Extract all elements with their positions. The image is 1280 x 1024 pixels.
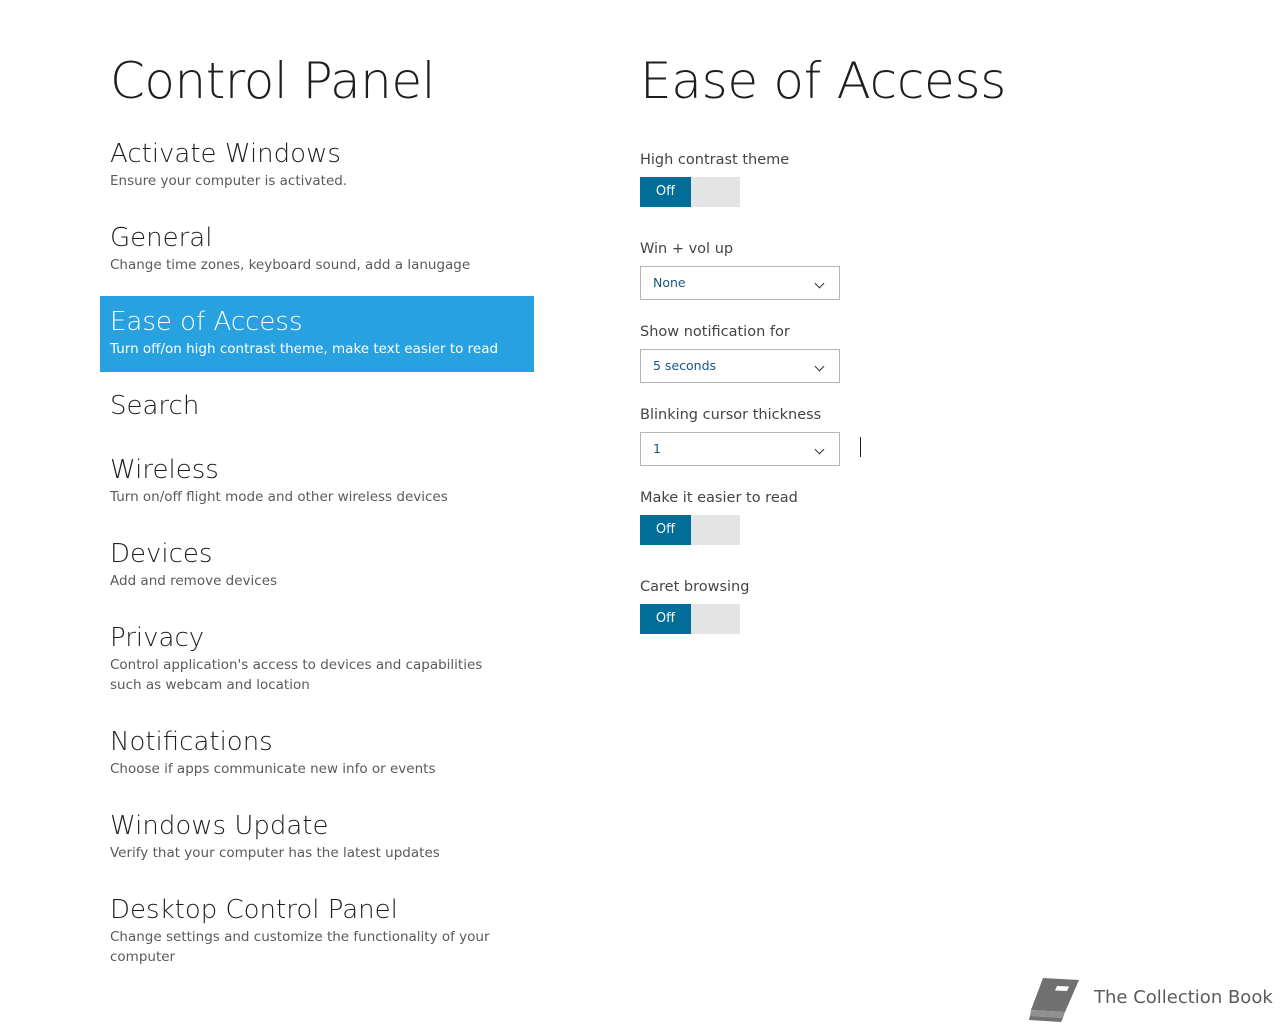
- dropdown-value: None: [653, 275, 686, 290]
- win-vol-up-setting: [640, 239, 840, 300]
- setting-label: Win + vol up: [640, 241, 734, 257]
- toggle-state: Off: [640, 604, 691, 634]
- nav-item-label: General: [110, 223, 213, 253]
- nav-item-label: Activate Windows: [110, 139, 341, 169]
- cursor-thickness-setting: [640, 405, 840, 466]
- caret-browsing-setting: [640, 577, 749, 634]
- nav-item-notifications[interactable]: [100, 726, 534, 779]
- toggle-state: Off: [640, 177, 691, 207]
- chevron-down-icon: [815, 362, 825, 372]
- nav-item-description: Add and remove devices: [110, 573, 278, 589]
- nav-item-description: Choose if apps communicate new info or events: [110, 761, 436, 777]
- nav-item-general[interactable]: [100, 222, 534, 275]
- nav-item-windows-update[interactable]: [100, 810, 534, 863]
- nav-item-description: Control application's access to devices and capabilities such as webcam and location: [110, 657, 483, 693]
- nav-item-description: Change settings and customize the functionality of your computer: [110, 929, 490, 965]
- nav-item-description: Turn on/off flight mode and other wireless devices: [110, 489, 448, 505]
- book-icon: [1027, 974, 1083, 1024]
- dropdown-value: 5 seconds: [653, 358, 717, 373]
- watermark: [1027, 974, 1280, 1024]
- nav-item-label: Wireless: [110, 455, 219, 485]
- setting-label: High contrast theme: [640, 152, 790, 168]
- notification-duration-dropdown[interactable]: [640, 349, 840, 383]
- toggle-state: Off: [640, 515, 691, 545]
- nav-item-search[interactable]: [100, 390, 534, 422]
- notification-duration-setting: [640, 322, 840, 383]
- nav-item-label: Windows Update: [110, 811, 329, 841]
- watermark-text: The Collection Book: [1094, 987, 1273, 1008]
- nav-item-ease-of-access[interactable]: [100, 296, 534, 372]
- setting-label: Make it easier to read: [640, 490, 798, 506]
- nav-item-label: Search: [110, 391, 200, 421]
- easier-to-read-toggle[interactable]: [640, 515, 740, 545]
- nav-item-desktop-control-panel[interactable]: [100, 894, 534, 967]
- win-vol-up-dropdown[interactable]: [640, 266, 840, 300]
- nav-item-description: Change time zones, keyboard sound, add a lanugage: [110, 257, 471, 273]
- setting-label: Show notification for: [640, 324, 790, 340]
- setting-label: Caret browsing: [640, 579, 750, 595]
- cursor-thickness-dropdown[interactable]: [640, 432, 840, 466]
- section-title: Ease of Access: [640, 52, 1006, 110]
- dropdown-value: 1: [653, 441, 661, 456]
- nav-item-label: Ease of Access: [110, 307, 303, 337]
- caret-browsing-toggle[interactable]: [640, 604, 740, 634]
- chevron-down-icon: [815, 445, 825, 455]
- nav-item-activate-windows[interactable]: [100, 138, 534, 191]
- nav-item-description: Ensure your computer is activated.: [110, 173, 348, 189]
- page-title: Control Panel: [110, 52, 436, 110]
- nav-item-devices[interactable]: [100, 538, 534, 591]
- nav-item-description: Verify that your computer has the latest updates: [110, 845, 440, 861]
- cursor-thickness-preview: [860, 437, 861, 457]
- high-contrast-toggle[interactable]: [640, 177, 740, 207]
- nav-item-label: Devices: [110, 539, 213, 569]
- nav-item-label: Notifications: [110, 727, 273, 757]
- nav-item-privacy[interactable]: [100, 622, 534, 695]
- nav-item-wireless[interactable]: [100, 454, 534, 507]
- easier-to-read-setting: [640, 488, 798, 545]
- high-contrast-setting: [640, 150, 789, 207]
- setting-label: Blinking cursor thickness: [640, 407, 822, 423]
- chevron-down-icon: [815, 279, 825, 289]
- nav-item-description: Turn off/on high contrast theme, make text easier to read: [110, 341, 499, 357]
- nav-item-label: Desktop Control Panel: [110, 895, 398, 925]
- nav-item-label: Privacy: [110, 623, 205, 653]
